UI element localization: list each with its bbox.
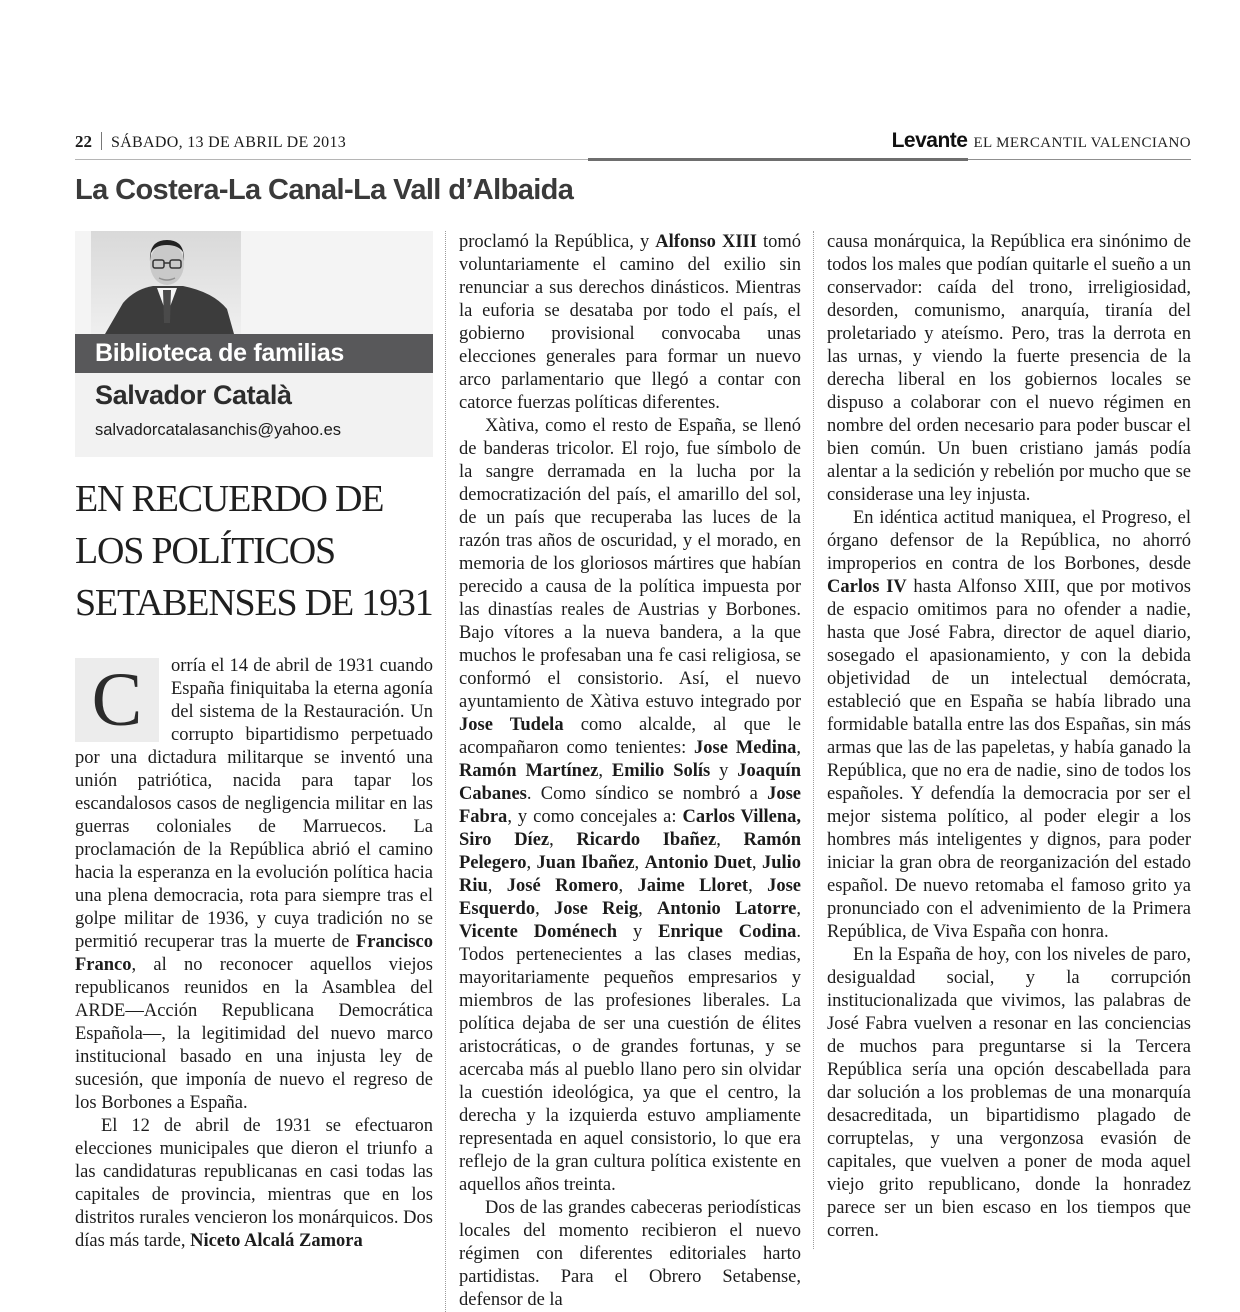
paragraph: En la España de hoy, con los niveles de paro, desigualdad social, y la corrupción institucionalizada que vivimos, las palabras de José Fabra vuelven a resonar en las conciencias de muchos para preguntarse si la Tercera República sería una opción descabellada para dar solución a los problemas de una monarquía desacreditada, un bipartidismo plagado de corruptelas, y una vergonzosa evasión de capitales, que vuelven a poner de moda aquel viejo grito republicano, donde la honradez parece ser un bien escaso en los tiempos que corren. bbox=[827, 945, 1191, 1241]
author-card bbox=[75, 231, 433, 457]
article-headline bbox=[75, 473, 433, 629]
article-body bbox=[75, 231, 1191, 1312]
author-email: salvadorcatalasanchis@yahoo.es bbox=[95, 421, 342, 439]
headline-line-1: EN RECUERDO DE bbox=[75, 478, 384, 520]
masthead bbox=[892, 129, 1191, 153]
author-portrait-image bbox=[91, 231, 241, 334]
article-column-1 bbox=[75, 231, 433, 1253]
paragraph: C orría el 14 de abril de 1931 cuando España finiquitaba la eterna agonía del sistema de la Restauración. Un corrupto bipartidismo perpetuado por una dictadura militarque se inventó una unión patriótica, nacida para tapar los escandalosos casos de negligencia militar en las guerras coloniales de Marruecos. La proclamación de la República abrió el camino hacia la esperanza en la evolución política hacia una plena democracia, rota para siempre tras el golpe militar de 1936, y cuya tradición no se permitió recuperar tras la muerte de Francisco Franco, al no reconocer aquellos viejos republicanos reunidos en la Asamblea del ARDE—Acción Republicana Democrática Española—, la legitimidad del nuevo marco institucional basado en una injusta ley de sucesión, que imponía de nuevo el regreso de los Borbones a España. bbox=[75, 656, 433, 1113]
headline-line-2: LOS POLÍTICOS bbox=[75, 530, 335, 572]
header-date: SÁBADO, 13 DE ABRIL DE 2013 bbox=[111, 134, 347, 151]
folio-divider bbox=[101, 132, 102, 150]
paragraph: Dos de las grandes cabeceras periodísticas locales del momento recibieron el nuevo régimen con diferentes editoriales harto partidistas. Para el Obrero Setabense, defensor de la bbox=[459, 1198, 801, 1310]
paragraph: proclamó la República, y Alfonso XIII tomó voluntariamente el camino del exilio sin renunciar a sus derechos dinásticos. Mientras la euforia se desataba por todo el país, el gobierno provisional convocaba unas elecciones generales para formar un nuevo arco parlamentario que llegó a contar con catorce fuerzas políticas diferentes. bbox=[459, 232, 802, 413]
paragraph: En idéntica actitud maniquea, el Progreso, el órgano defensor de la República, no ahorró improperios en contra de los Borbones, desde Carlos IV hasta Alfonso XIII, que por motivos de espacio omitimos para no ofender a nadie, hasta que José Fabra, director de aquel diario, sosegado el apasionamiento, y con la debida objetividad de un intelectual demócrata, estableció que en España se había librado una formidable batalla entre las dos Españas, sin más armas que las de las papeletas, y había ganado la República, que no era de nadie, sino de todos los españoles. Y defendía la democracia por ser el mejor sistema político, al poder elegir a los hombres más inteligentes y dignos, para poder iniciar la gran obra de reorganización del estado español. De nuevo retomaba el famoso grito ya pronunciado con el advenimiento de la Primera República, de Viva España con honra. bbox=[827, 508, 1191, 942]
column-label-band bbox=[75, 334, 433, 373]
paragraph: causa monárquica, la República era sinónimo de todos los males que podían quitarle el sueño a un conservador: caída del trono, irreligiosidad, desorden, comunismo, anarquía, tiranía del proletariado y ateísmo. Pero, tras la derrota en las urnas, y viendo la fuerte presencia de la derecha liberal en los gobiernos locales se dispuso a colaborar con el nuevo régimen en nombre del orden necesario para poder buscar el bien común. Un buen cristiano jamás podía alentar a la sedición y rebelión por mucho que se considerase una ley injusta. bbox=[827, 232, 1191, 505]
header-rule-dark bbox=[588, 158, 967, 161]
page-sheet bbox=[75, 0, 1191, 1312]
author-name: Salvador Català bbox=[95, 380, 292, 410]
header-rule bbox=[75, 158, 1191, 162]
page-header bbox=[75, 129, 1191, 153]
article-column-3 bbox=[813, 231, 1191, 1249]
headline-line-3: SETABENSES DE 1931 bbox=[75, 582, 433, 624]
author-photo-strip bbox=[75, 231, 433, 334]
masthead-logo: Levante bbox=[891, 129, 968, 152]
header-rule-mid bbox=[968, 159, 1191, 160]
masthead-subtitle: EL MERCANTIL VALENCIANO bbox=[973, 135, 1191, 151]
folio-left bbox=[75, 129, 346, 152]
page-number: 22 bbox=[75, 132, 92, 151]
column-1-text bbox=[75, 655, 433, 1253]
section-title: La Costera-La Canal-La Vall d’Albaida bbox=[75, 174, 574, 206]
paragraph: El 12 de abril de 1931 se efectuaron elecciones municipales que dieron el triunfo a las candidaturas republicanas en casi todas las capitales de provincia, mientras que en los distritos rurales vencieron los monárquicos. Dos días más tarde, Niceto Alcalá Zamora bbox=[75, 1116, 433, 1251]
paragraph: Xàtiva, como el resto de España, se llenó de banderas tricolor. El rojo, fue símbolo de la sangre derramada en la lucha por la democratización del país, el amarillo del sol, de un país que recuperaba las luces de la razón tras años de oscuridad, y el morado, en memoria de los gloriosos mártires que habían perecido a causa de la política impuesta por las dinastías reales de Austrias y Borbones. Bajo vítores a la nueva bandera, a la que muchos le profesaban una fe casi religiosa, se conformó el consistorio. Así, el nuevo ayuntamiento de Xàtiva estuvo integrado por Jose Tudela como alcalde, al que le acompañaron como tenientes: Jose Medina, Ramón Martínez, Emilio Solís y Joaquín Cabanes. Como síndico se nombró a Jose Fabra, y como concejales a: Carlos Villena, Siro Díez, Ricardo Ibañez, Ramón Pelegero, Juan Ibañez, Antonio Duet, Julio Riu, José Romero, Jaime Lloret, Jose Esquerdo, Jose Reig, Antonio Latorre, Vicente Doménech y Enrique Codina. Todos pertenecientes a las clases medias, mayoritariamente pequeños empresarios y miembros de las profesiones liberales. La política dejaba de ser una cuestión de élites aristocráticas, o de grandes fortunas, y se acercaba más al pueblo llano pero sin olvidar la cuestión ideológica, ya que el centro, la derecha y la izquierda estuvo ampliamente representada en aquel consistorio, lo que era reflejo de la gran cultura política existente en aquellos años treinta. bbox=[459, 416, 802, 1195]
column-label: Biblioteca de familias bbox=[95, 339, 345, 367]
article-column-2 bbox=[445, 231, 801, 1312]
author-info bbox=[75, 373, 433, 457]
drop-cap: C bbox=[75, 658, 159, 742]
